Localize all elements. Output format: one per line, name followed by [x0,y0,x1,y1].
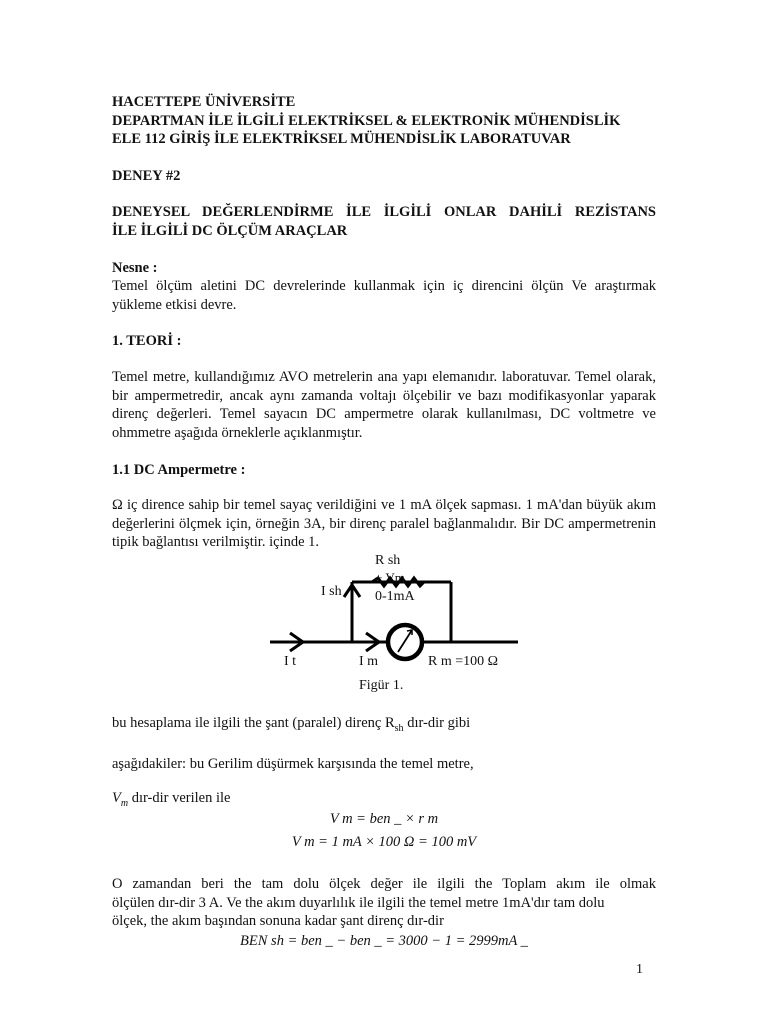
current-arrow-ish [344,585,360,597]
theory-text: Temel metre, kullandığımız AVO metrelerin ana yapı elemanıdır. laboratuvar. Temel olarak, bir ampermetredir, ancak aynı zamanda voltajı ölçebilir ve bazı modifikasyonlar yaparak direnç değerleri. Temel sayacın DC ampermetre olarak kullanılması, DC voltmetre ve ohmmetre aşağıda örneklerle açıklanmıştır. [112,369,656,441]
voltage-drop-text: aşağıdakiler: bu Gerilim düşürmek karşısında the temel metre, [112,756,474,772]
header-course: ELE 112 GİRİŞ İLE ELEKTRİKSEL MÜHENDİSLİK LABORATUVAR [112,131,571,147]
label-im: I m [359,654,379,669]
p1-text-post: dır-dir gibi [403,715,471,731]
equation-vm-definition: V m = ben _ × r m [329,811,439,827]
equation-ish: BEN sh = ben _ − ben _ = 3000 − 1 = 2999mA _ [240,933,528,949]
university-header [112,93,656,149]
header-department: DEPARTMAN İLE İLGİLİ ELEKTRİKSEL & ELEKTRONİK MÜHENDİSLİK [112,112,621,129]
label-rsh: R sh [375,553,401,568]
label-range: 0-1mA [375,589,415,604]
vm-given-text [112,789,656,813]
header-university: HACETTEPE ÜNİVERSİTE [112,94,296,110]
theory-heading: 1. TEORİ : [112,333,182,349]
shunt-resistance-text [112,714,656,738]
label-rm: R m =100 Ω [428,654,499,669]
title-line-1: DENEYSEL DEĞERLENDİRME İLE İLGİLİ ONLAR DAHİLİ REZİSTANS [112,204,656,220]
current-arrow-it [290,633,303,651]
final-line-2: ölçülen dır-dir 3 A. Ve the akım duyarlılık ile ilgili the temel metre 1mA'dır tam dolu [112,894,605,911]
ammeter-heading: 1.1 DC Ampermetre : [112,462,246,478]
label-vm: + Vm [375,570,405,585]
page-number: 1 [636,962,643,977]
title-line-2: İLE İLGİLİ DC ÖLÇÜM ARAÇLAR [112,222,348,239]
experiment-number: DENEY #2 [112,168,181,184]
meter-icon [388,625,422,659]
label-it: I t [284,654,297,669]
final-line-3: ölçek, the akım başından sonuna kadar şant direnç dır-dir [112,913,444,929]
ammeter-text: Ω iç dirence sahip bir temel sayaç verildiğini ve 1 mA ölçek sapması. 1 mA'dan büyük akım değerlerini ölçmek için, örneğin 3A, bir direnç paralel bağlanmalıdır. Bir DC ampermetrenin tipik bağlantısı verilmiştir. içinde 1. [112,497,656,550]
equation-vm-value: V m = 1 mA × 100 Ω = 100 mV [291,834,477,850]
object-text: Temel ölçüm aletini DC devrelerinde kullanmak için iç direncini ölçün Ve araştırmak yükleme etkisi devre. [112,278,656,313]
label-ish: I sh [321,584,342,599]
object-heading: Nesne : [112,260,158,276]
current-arrow-im [366,633,379,651]
vm-variable: V [112,790,121,806]
p1-text-pre: bu hesaplama ile ilgili the şant (paralel) direnç R [112,715,395,731]
final-paragraph [112,875,656,931]
vm-given-post: dır-dir verilen ile [128,790,231,806]
final-line-1: O zamandan beri the tam dolu ölçek değer ile ilgili the Toplam akım ile olmak [112,876,656,892]
p1-subscript: sh [394,722,404,734]
figure-caption: Figür 1. [359,678,404,693]
experiment-title [112,203,656,240]
vm-subscript: m [120,797,129,809]
